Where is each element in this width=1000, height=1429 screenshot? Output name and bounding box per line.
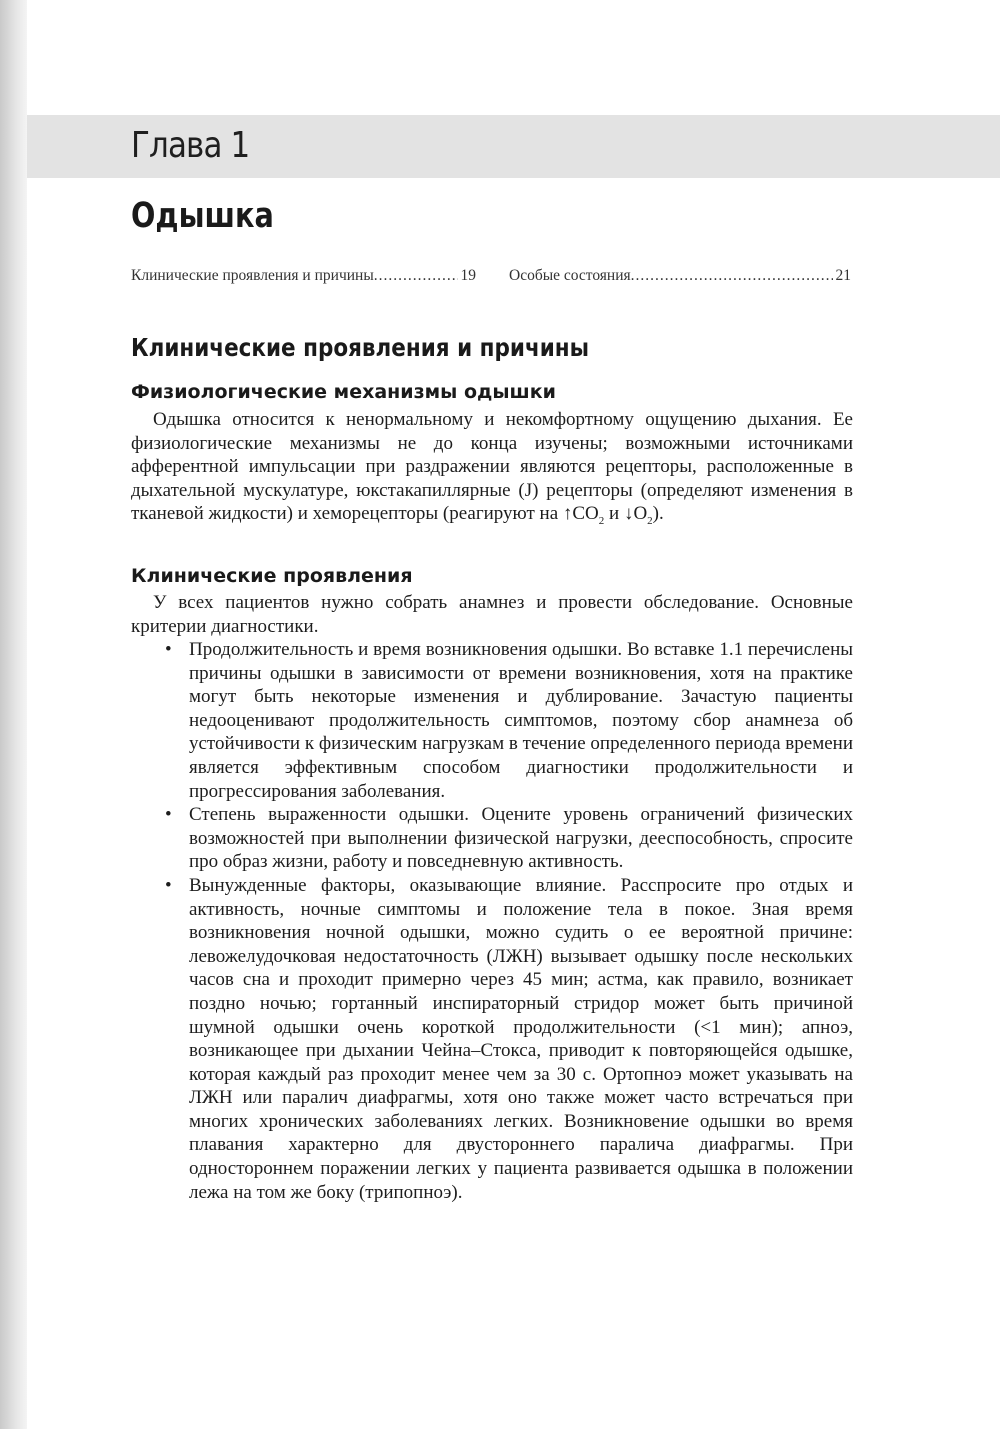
bullet-list [131, 638, 853, 1204]
toc-leader-dots [374, 263, 458, 289]
chapter-label: Глава 1 [131, 125, 250, 166]
toc-entry[interactable] [509, 263, 851, 289]
paragraph-text: Одышка относится к ненормальному и некомфортному ощущению дыхания. Ее физиологические механизмы не до конца изучены; возможными источниками афферентной импульсации при раздражении являются рецепторы, расположенные в дыхательной мускулатуре, юкстакапиллярные (J) рецепторы (определяют изменения в тканевой жидкости) и хеморецепторы (реагируют на ↑CO [131, 409, 853, 525]
subsection-heading: Физиологические механизмы одышки [131, 381, 556, 403]
bullet-icon: • [165, 874, 172, 896]
toc-entry-title: Клинические проявления и причины [131, 267, 374, 284]
list-item [131, 803, 853, 874]
toc-entry-page: 21 [835, 267, 851, 284]
toc-leader-dots [631, 263, 833, 289]
paragraph [131, 408, 853, 526]
list-item [131, 638, 853, 803]
paragraph-text: ). [652, 503, 664, 525]
bullet-icon: • [165, 639, 172, 660]
list-item [131, 874, 853, 1204]
list-item-text: Вынужденные факторы, оказывающие влияние. Расспросите про отдых и активность, ночные симптомы и положение тела в покое. Зная время возникновения ночной одышки, можно судить о ее вероятной причине: левожелудочковая недостаточность (ЛЖН) вызывает одышку после нескольких часов сна и проходит примерно через 45 мин; астма, как правило, возникает поздно ночью; гортанный инспираторный стридор может быть причиной шумной одышки очень короткой продолжительности (<1 мин); апноэ, возникающее при дыхании Чейна–Стокса, приводит к повторяющейся одышке, которая каждый раз проходит менее чем за 30 с. Ортопноэ может указывать на ЛЖН или паралич диафрагмы, хотя оно также может часто встречаться при многих хронических заболеваниях легких. Возникновение одышки во время плавания характерно для двустороннего паралича диафрагмы. При одностороннем поражении легких у пациента развивается одышка в положении лежа на том же боку (трипопноэ). [189, 874, 853, 1203]
list-item-text: Степень выраженности одышки. Оцените уровень ограничений физических возможностей при выполнении физической нагрузки, дееспособность, спросите про образ жизни, работу и повседневную активность. [189, 804, 853, 873]
table-of-contents [131, 263, 851, 289]
list-item-text: Продолжительность и время возникновения одышки. Во вставке 1.1 перечислены причины одышки в зависимости от времени возникновения, хотя на практике могут быть некоторые изменения и дублирование. Зачастую пациенты недооценивают продолжительность симптомов, поэтому сбор анамнеза об устойчивости к физическим нагрузкам в течение определенного периода времени является эффективным способом диагностики продолжительности и прогрессирования заболевания. [189, 639, 853, 802]
chapter-title: Одышка [131, 196, 274, 236]
paragraph-text: и ↓O [604, 503, 648, 525]
subscript: 2 [647, 515, 653, 528]
toc-entry[interactable] [131, 263, 476, 289]
bullet-icon: • [165, 804, 172, 826]
toc-entry-page: 19 [460, 267, 476, 284]
section-heading: Клинические проявления и причины [131, 333, 590, 362]
subsection-heading: Клинические проявления [131, 565, 413, 587]
subscript: 2 [598, 515, 605, 528]
toc-entry-title: Особые состояния [509, 267, 631, 284]
page-edge-shadow [0, 0, 27, 1429]
paragraph: У всех пациентов нужно собрать анамнез и провести обследование. Основные критерии диагностики. [131, 592, 853, 637]
